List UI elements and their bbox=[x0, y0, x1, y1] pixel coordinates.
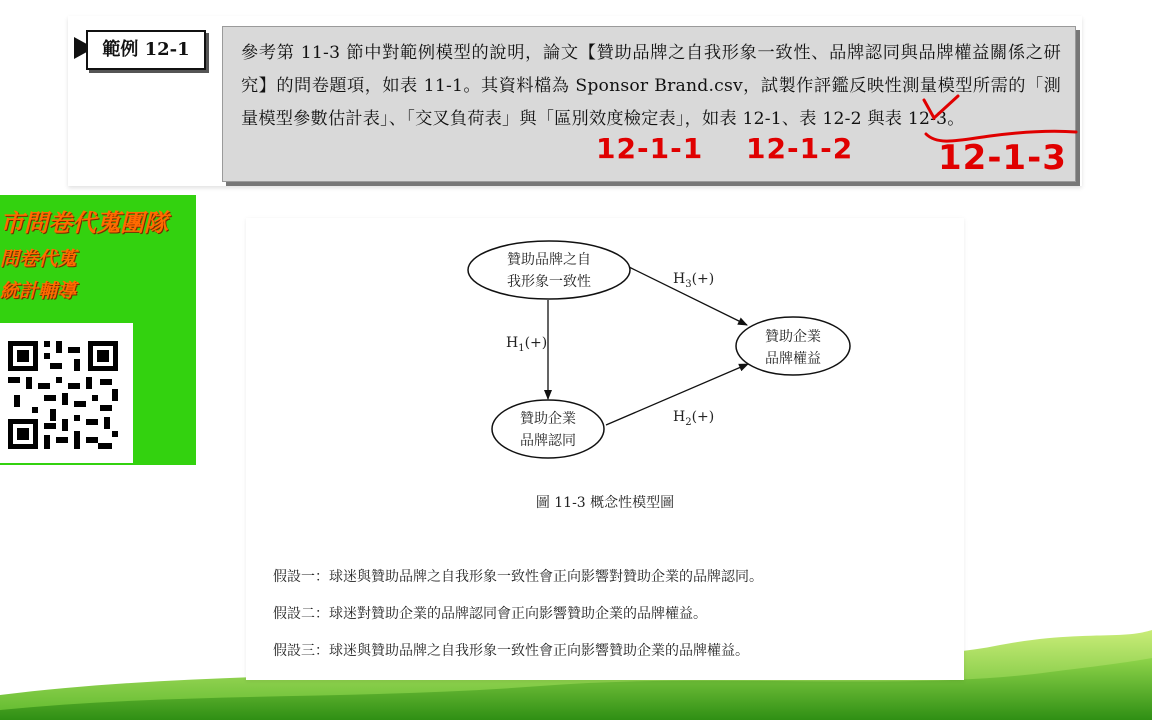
promo-line-stats: 統計輔導 bbox=[0, 280, 77, 302]
node-ident-line1: 贊助企業 bbox=[520, 411, 576, 427]
qr-code-icon bbox=[0, 323, 133, 463]
label-h1: $H_1(+)$ bbox=[506, 335, 548, 354]
node-brand-identification bbox=[492, 400, 604, 458]
node-self-congruity bbox=[468, 241, 630, 299]
hypothesis-1: 假設一：球迷與贊助品牌之自我形象一致性會正向影響對贊助企業的品牌認同。 bbox=[273, 569, 763, 585]
example-label: 範例 12-1 bbox=[86, 30, 206, 70]
edge-h3 bbox=[629, 267, 747, 325]
label-h3: $H_3(+)$ bbox=[673, 271, 715, 290]
conceptual-model-diagram bbox=[246, 218, 964, 488]
annotation-12-1-2: 12-1-2 bbox=[746, 132, 854, 165]
node-ident-line2: 品牌認同 bbox=[520, 433, 576, 449]
node-equity-line2: 品牌權益 bbox=[765, 351, 821, 367]
figure-caption: 圖 11-3 概念性模型圖 bbox=[535, 495, 675, 511]
promo-title: 市問卷代蒐團隊 bbox=[0, 209, 168, 237]
node-self-line1: 贊助品牌之自 bbox=[507, 252, 591, 268]
promo-line-survey: 問卷代蒐 bbox=[0, 248, 77, 270]
problem-text: 參考第 11-3 節中對範例模型的說明，論文【贊助品牌之自我形象一致性、品牌認同與品牌權益關係之研究】的問卷題項，如表 11-1。其資料檔為 Sponsor Brand.csv，試製作評鑑反映性測量模型所需的「測量模型參數估計表」、「交叉負荷表」與「區別效度檢定表」，如表 12-1、表 12-2 與表 12-3。 bbox=[241, 43, 1061, 129]
annotation-12-1-1: 12-1-1 bbox=[596, 132, 704, 165]
label-h2: $H_2(+)$ bbox=[673, 409, 715, 428]
document-page bbox=[246, 218, 964, 680]
hypothesis-2: 假設二：球迷對贊助企業的品牌認同會正向影響贊助企業的品牌權益。 bbox=[273, 606, 707, 622]
node-equity-line1: 贊助企業 bbox=[765, 329, 821, 345]
annotation-12-1-3: 12-1-3 bbox=[938, 138, 1067, 178]
hypothesis-3: 假設三：球迷與贊助品牌之自我形象一致性會正向影響贊助企業的品牌權益。 bbox=[273, 643, 749, 659]
node-self-line2: 我形象一致性 bbox=[507, 274, 591, 290]
